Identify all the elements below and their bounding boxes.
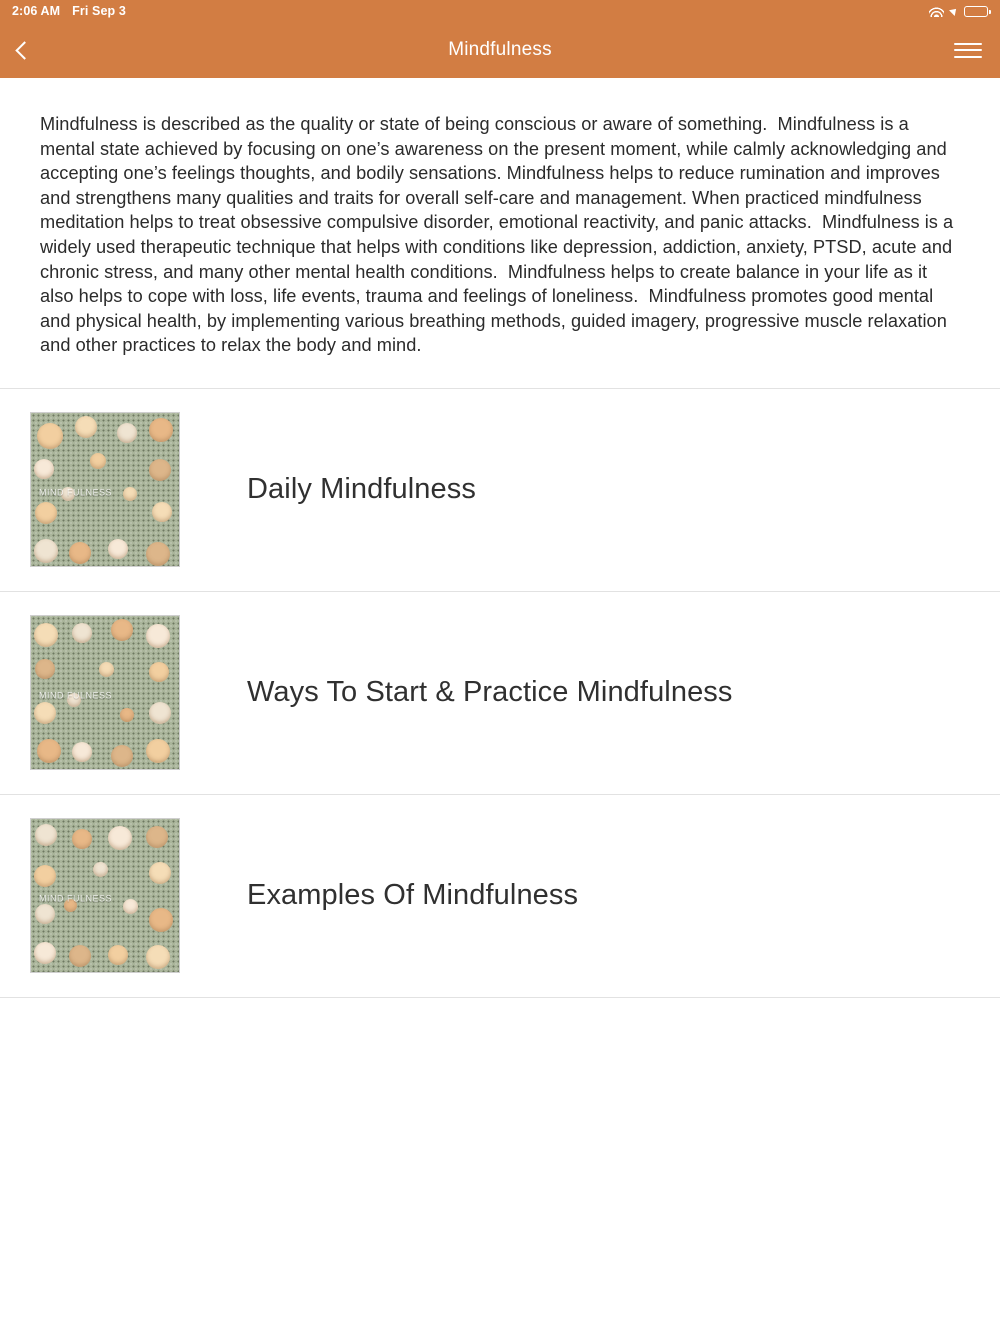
main-content [0, 78, 1000, 998]
navigation-bar [0, 22, 1000, 78]
intro-paragraph: Mindfulness is described as the quality or state of being conscious or aware of something. Mindfulness is a mental state achieved by focusing on one’s awareness on the present moment, while calmly acknowledging and accepting one’s feelings thoughts, and bodily sensations. Mindfulness helps to reduce rumination and improves and strengthens many qualities and traits for overall self-care and management. When practiced mindfulness meditation helps to treat obsessive compulsive disorder, emotional reactivity, and panic attacks. Mindfulness is a widely used therapeutic technique that helps with conditions like depression, addiction, anxiety, PTSD, acute and chronic stress, and many other mental health conditions. Mindfulness helps to create balance in your life as it also helps to cope with loss, life events, trauma and feelings of loneliness. Mindfulness promotes good mental and physical health, by implementing various breathing methods, guided imagery, progressive muscle relaxation and other practices to relax the body and mind. [40, 114, 959, 356]
list-item-label: Ways To Start & Practice Mindfulness [247, 676, 733, 709]
location-arrow-icon [949, 6, 959, 16]
status-date: Fri Sep 3 [72, 4, 126, 18]
floral-mesh-thumbnail [30, 615, 180, 770]
list-item-label: Examples Of Mindfulness [247, 879, 579, 912]
list-item-label: Daily Mindfulness [247, 473, 476, 506]
status-bar-right [929, 6, 988, 17]
intro-section [0, 78, 1000, 389]
chevron-left-icon [15, 41, 33, 59]
back-button[interactable] [18, 30, 52, 70]
status-bar [0, 0, 1000, 22]
hamburger-menu-icon[interactable] [954, 36, 982, 64]
list-item[interactable] [0, 592, 1000, 795]
page-title: Mindfulness [448, 39, 552, 60]
list-item[interactable] [0, 795, 1000, 998]
wifi-icon [929, 6, 944, 17]
list-item[interactable] [0, 389, 1000, 592]
thumbnail-caption: MIND FULNESS [39, 690, 113, 701]
floral-mesh-thumbnail [30, 412, 180, 567]
floral-mesh-thumbnail [30, 818, 180, 973]
battery-icon [964, 6, 988, 17]
thumbnail-caption: MIND FULNESS [39, 893, 113, 904]
thumbnail-caption: MIND FULNESS [39, 487, 113, 498]
status-bar-left [12, 4, 126, 18]
status-time: 2:06 AM [12, 4, 61, 18]
